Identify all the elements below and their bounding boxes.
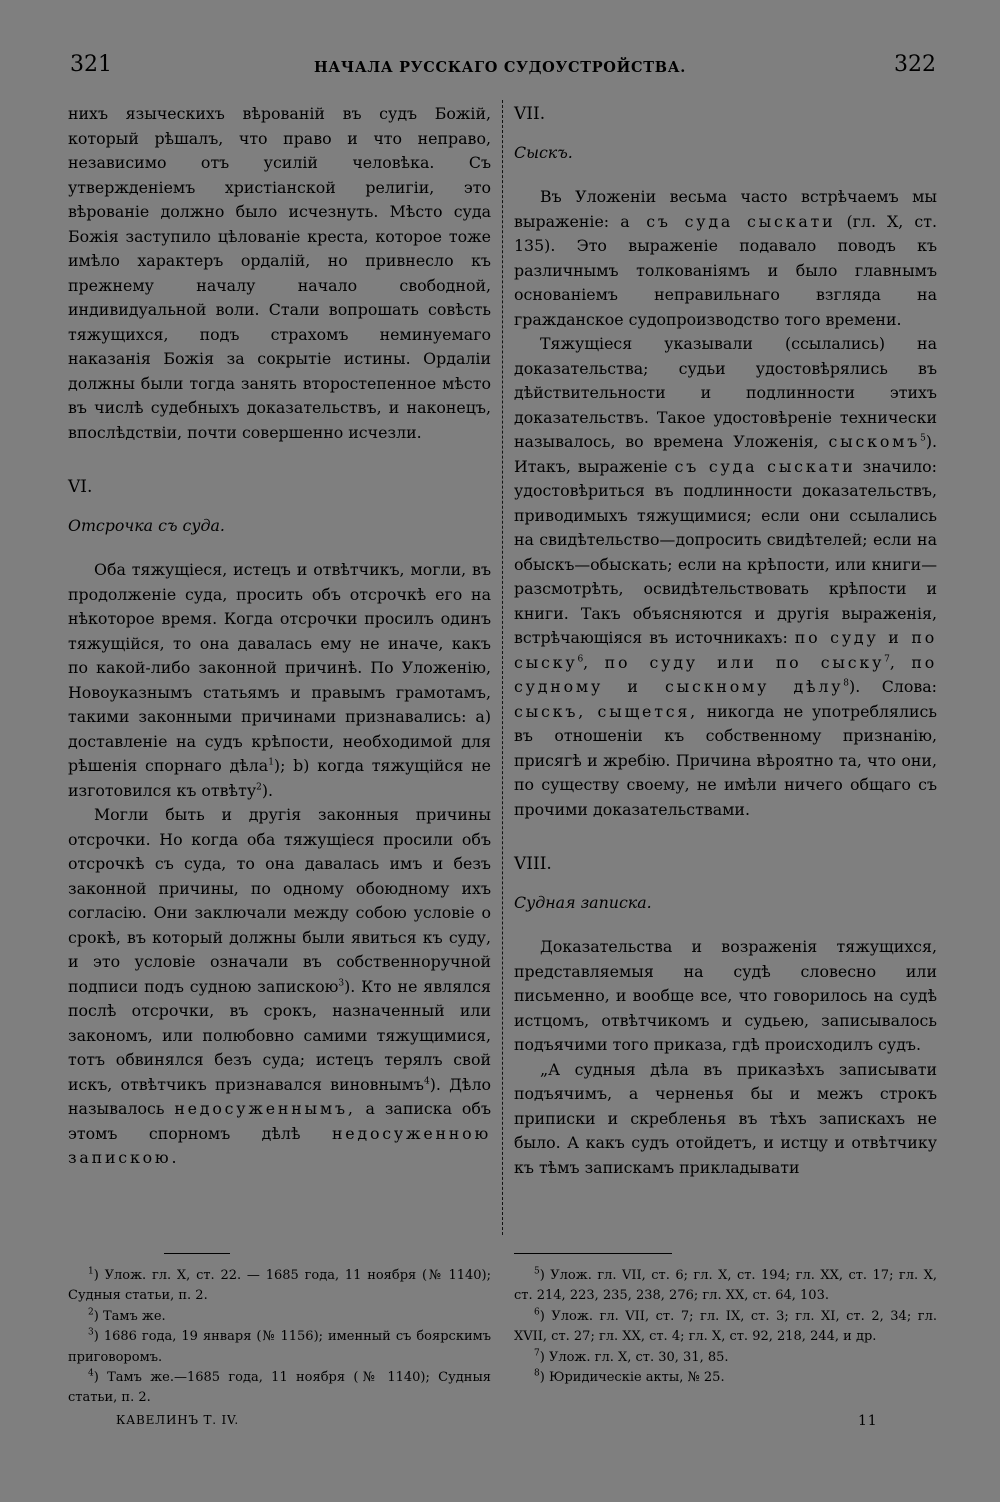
footnote: $^4$) Тамъ же.—1685 года, 11 ноября (№ 1140); Судныя статьи, п. 2.	[68, 1368, 491, 1406]
paragraph: Тяжущіеся указывали (ссылались) на доказательства; судьи удостовѣрялись въ дѣйствительности и подлинности этихъ доказательствъ. Такое удостовѣреніе технически называлось, во времена Уложенія, сыскомъ$^5$). Итакъ, выраженіе съ суда сыскати значило: удостовѣриться въ подлинности доказательствъ, приводимыхъ тяжущимися; если они ссылались на свидѣтельство—допросить свидѣтелей; если на обыскъ—обыскать; если на крѣпости, или книги—разсмотрѣть, освидѣтельствовать крѣпости и книги. Такъ объясняются и другія выраженія, встрѣчающіяся въ источникахъ: по суду и по сыску$^6$, по суду или по сыску$^7$, по судному и сыскному дѣлу$^8$). Слова: сыскъ, сыщется, никогда не употреблялись въ отношеніи къ собственному признанію, присягѣ и жребію. Причина вѣроятно та, что они, по существу своему, не имѣли ничего общаго съ прочими доказательствами.	[514, 334, 938, 819]
page-number-right: 322	[894, 52, 936, 77]
footnote: $^7$) Улож. гл. X, ст. 30, 31, 85.	[534, 1348, 729, 1365]
paragraph: Оба тяжущіеся, истецъ и отвѣтчикъ, могли, въ продолженіе суда, просить объ отсрочкѣ его на нѣкоторое время. Когда отсрочки просилъ одинъ тяжущійся, то она давалась ему не иначе, какъ по какой-либо законной причинѣ. По Уложенію, Новоуказнымъ статьямъ и правымъ грамотамъ, такими законными причинами признавались: а) доставленіе на судъ крѣпости, необходимой для рѣшенія спорнаго дѣла$^1$); b) когда тяжущійся не изготовился къ отвѣту$^2$).	[68, 560, 492, 800]
section-title: Сыскъ.	[514, 142, 573, 162]
footnote-ref: 1	[268, 757, 274, 768]
footnote: $^6$) Улож. гл. VII, ст. 7; гл. IX, ст. 3; гл. XI, ст. 2, 34; гл. XVII, ст. 27; гл. XX, ст. 4; гл. X, ст. 92, 218, 244, и др.	[514, 1307, 937, 1345]
footnote: $^2$) Тамъ же.	[88, 1307, 166, 1324]
footnotes-right	[514, 1266, 937, 1388]
section-number: VII.	[514, 104, 546, 124]
spaced-term: а съ суда сыскати	[620, 211, 836, 231]
page-number-left: 321	[70, 52, 112, 77]
paragraph: Въ Уложеніи весьма часто встрѣчаемъ мы выраженіе: а съ суда сыскати (гл. X, ст. 135). Это выраженіе подавало поводъ къ различнымъ толкованіямъ и было главнымъ основаніемъ неправильнаго взгляда на гражданское судопроизводство того времени.	[514, 187, 937, 329]
spaced-term: недосуженнымъ,	[174, 1099, 356, 1118]
footnote: $^8$) Юридическіе акты, № 25.	[534, 1368, 725, 1386]
footnote-rule	[164, 1253, 230, 1254]
spaced-term: по судному и сыскному дѣлу	[514, 652, 938, 696]
column-divider	[502, 100, 504, 1235]
footnote: $^1$) Улож. гл. X, ст. 22. — 1685 года, 11 ноября (№ 1140); Судныя статьи, п. 2.	[68, 1266, 491, 1304]
section-title: Судная записка.	[514, 892, 652, 912]
right-column	[514, 102, 937, 1180]
running-header	[0, 52, 1000, 82]
running-title: НАЧАЛА РУССКАГО СУДОУСТРОЙСТВА.	[314, 59, 686, 76]
footnotes-left	[68, 1266, 491, 1409]
footnote: $^3$) 1686 года, 19 января (№ 1156); именный съ боярскимъ приговоромъ.	[68, 1327, 491, 1365]
spaced-term: недосуженною запискою.	[68, 1123, 491, 1167]
paragraph: Могли быть и другія законныя причины отсрочки. Но когда оба тяжущіеся просили объ отсрочкѣ съ суда, то она давалась имъ и безъ законной причины, по одному обоюдному ихъ согласію. Они заключали между собою условіе о срокѣ, въ который должны были явиться къ суду, и это условіе означали въ собственноручной подписи подъ судною запискою$^3$). Кто не являлся послѣ отсрочки, въ срокъ, назначенный или закономъ, или полюбовно самими тяжущимися, тотъ обвинялся безъ суда; истецъ терялъ свой искъ, отвѣтчикъ признавался виновнымъ$^4$). Дѣло называлось недосуженнымъ, а записка объ этомъ спорномъ дѣлѣ недосуженною запискою.	[68, 805, 491, 1167]
footnote-ref: 3	[338, 978, 345, 989]
footnote-ref: 2	[256, 782, 262, 793]
paragraph: Доказательства и возраженія тяжущихся, представляемыя на судѣ словесно или письменно, и вообще все, что говорилось на судѣ истцомъ, отвѣтчикомъ и судьею, записывалось подъячими того приказа, гдѣ происходилъ судъ.	[514, 937, 937, 1054]
sheet-signature: КАВЕЛИНЪ Т. IV.	[116, 1413, 239, 1427]
footnote-rule	[514, 1253, 672, 1254]
footnote-ref: 8	[843, 678, 850, 689]
paragraph: нихъ языческихъ вѣрованій въ судъ Божій, который рѣшалъ, что право и что неправо, независимо отъ усилій человѣка. Съ утвержденіемъ христіанской религіи, это вѣрованіе должно было исчезнуть. Мѣсто суда Божія заступило цѣлованіе креста, которое тоже имѣло характеръ ордалій, но привнесло къ прежнему началу начало свободной, индивидуальной воли. Стали вопрошать совѣсть тяжущихся, подъ страхомъ неминуемаго наказанія Божія за сокрытіе истины. Ордаліи должны были тогда занять второстепенное мѣсто въ числѣ судебныхъ доказательствъ, и наконецъ, впослѣдствіи, почти совершенно исчезли.	[68, 104, 491, 442]
spaced-term: сыскъ, сыщется,	[514, 701, 698, 721]
sheet-number: 11	[858, 1413, 878, 1429]
paragraph: „А судныя дѣла въ приказѣхъ записывати подъячимъ, а черненья бы и межъ строкъ приписки и скребленья въ тѣхъ запискахъ не было. А какъ судъ отойдетъ, и истцу и отвѣтчику къ тѣмъ запискамъ прикладывати	[514, 1059, 937, 1177]
section-title: Отсрочка съ суда.	[68, 515, 225, 535]
spaced-term: по суду и по сыску	[514, 628, 938, 672]
spaced-term: сыскомъ	[828, 432, 921, 451]
spaced-term: съ суда сыскати	[674, 456, 856, 476]
footnote-ref: 6	[577, 654, 584, 665]
section-number: VIII.	[514, 854, 552, 874]
left-column	[68, 102, 491, 1171]
footnote-ref: 4	[423, 1076, 430, 1087]
footnote-ref: 5	[920, 433, 926, 444]
footnote: $^5$) Улож. гл. VII, ст. 6; гл. X, ст. 194; гл. XX, ст. 17; гл. X, ст. 214, 223, 235, 238, 276; гл. XX, ст. 64, 103.	[514, 1266, 937, 1304]
section-number: VI.	[68, 477, 93, 497]
spaced-term: по суду или по сыску	[604, 652, 885, 672]
footnote-ref: 7	[884, 654, 890, 665]
